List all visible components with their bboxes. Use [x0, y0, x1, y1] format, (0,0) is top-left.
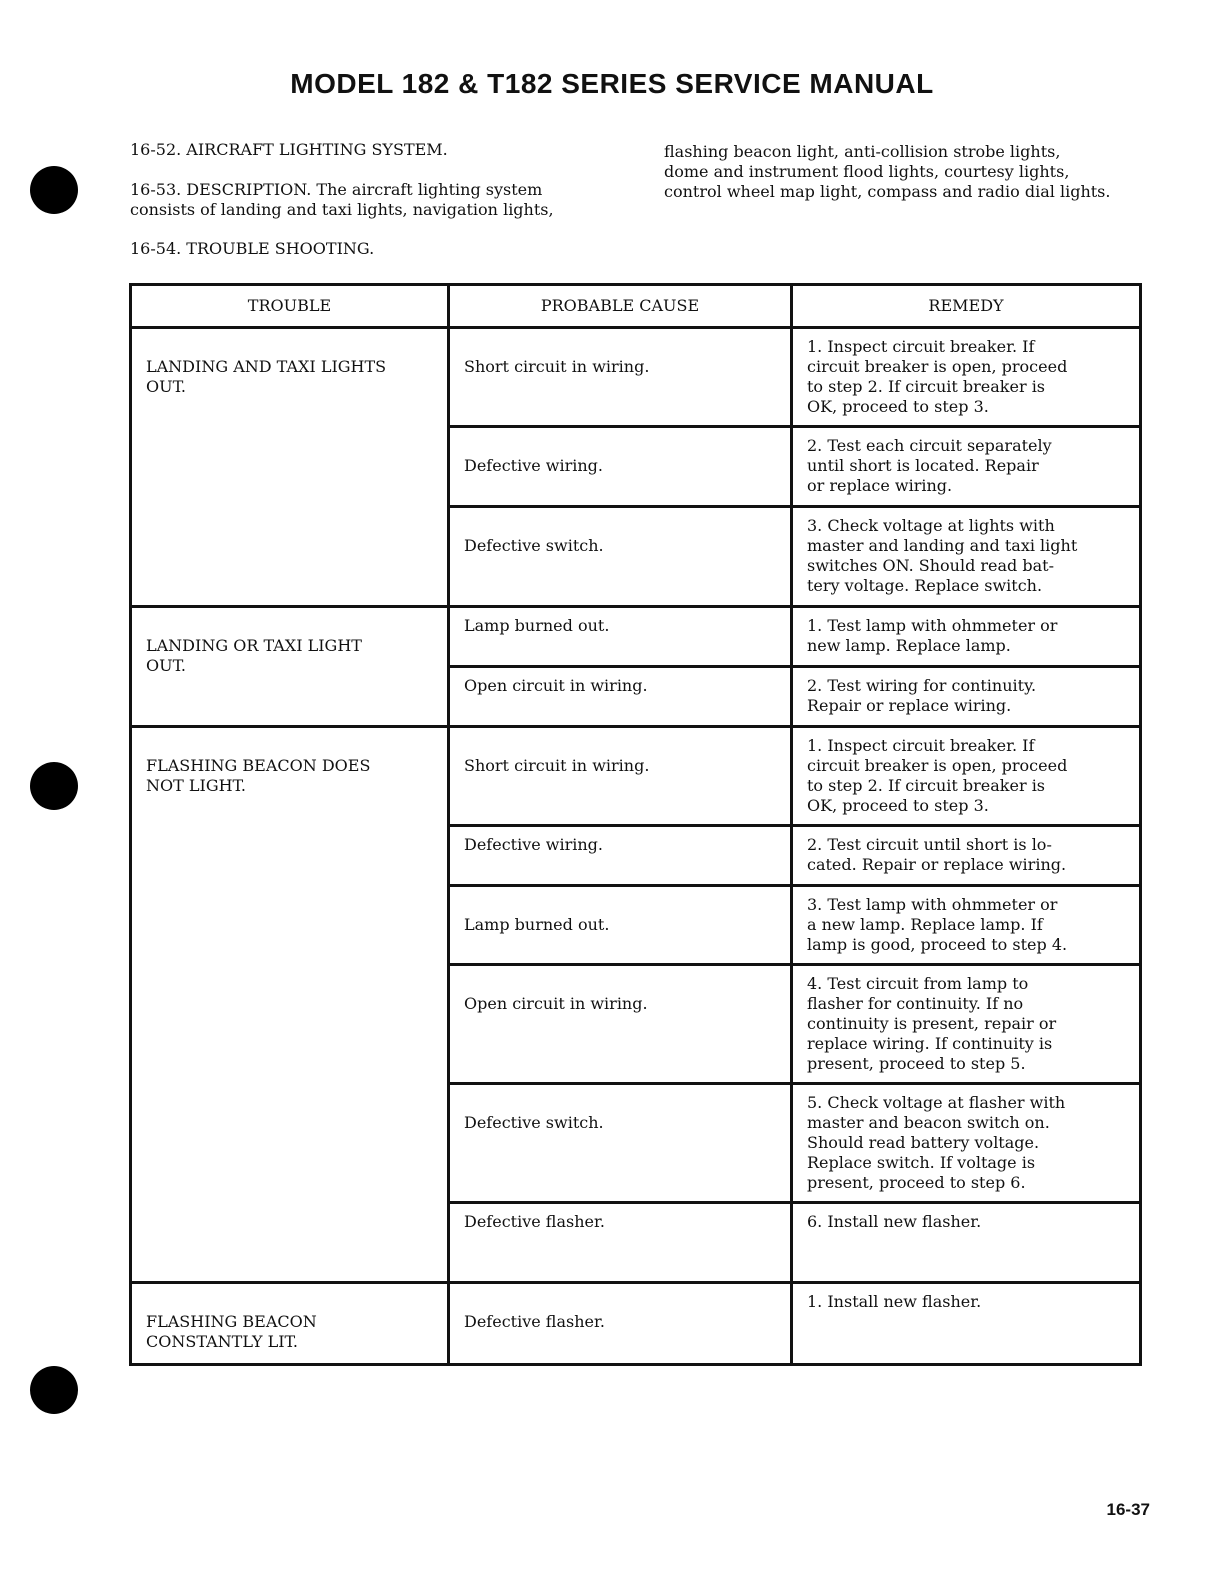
remedy-cell [792, 727, 1141, 826]
trouble-text: FLASHING BEACON DOES NOT LIGHT. [146, 756, 371, 795]
remedy-cell [792, 507, 1141, 607]
remedy-text: 2. Test each circuit separately until short is located. Repair or replace wiring. [807, 436, 1052, 495]
remedy-text: 6. Install new flasher. [807, 1212, 982, 1231]
remedy-cell [792, 1203, 1141, 1283]
probable-cause-text: Open circuit in wiring. [464, 994, 648, 1013]
probable-cause-text: Lamp burned out. [464, 616, 610, 635]
remedy-text: 1. Test lamp with ohmmeter or new lamp. Replace lamp. [807, 616, 1058, 655]
remedy-cell [792, 826, 1141, 886]
probable-cause-text: Lamp burned out. [464, 915, 610, 934]
table-header-row [131, 285, 1141, 328]
probable-cause-cell [449, 328, 792, 427]
section-16-52-heading: 16-52. AIRCRAFT LIGHTING SYSTEM. [130, 140, 448, 159]
probable-cause-text: Defective flasher. [464, 1312, 605, 1331]
trouble-cell [131, 607, 449, 727]
trouble-shooting-table [129, 283, 1142, 1366]
probable-cause-cell [449, 886, 792, 965]
section-16-54-heading: 16-54. TROUBLE SHOOTING. [130, 239, 375, 258]
remedy-text: 2. Test wiring for continuity. Repair or replace wiring. [807, 676, 1037, 715]
probable-cause-text: Defective wiring. [464, 835, 603, 854]
remedy-text: 4. Test circuit from lamp to flasher for continuity. If no continuity is present, repair or replace wiring. If continuity is present, proceed to step 5. [807, 974, 1057, 1073]
header-probable-cause: PROBABLE CAUSE [449, 285, 792, 328]
remedy-cell [792, 886, 1141, 965]
section-16-53-description: 16-53. DESCRIPTION. The aircraft lighting system consists of landing and taxi lights, navigation lights, [130, 180, 554, 219]
probable-cause-text: Short circuit in wiring. [464, 357, 650, 376]
probable-cause-text: Defective switch. [464, 1113, 604, 1132]
probable-cause-cell [449, 965, 792, 1084]
header-remedy: REMEDY [792, 285, 1141, 328]
probable-cause-cell [449, 826, 792, 886]
probable-cause-text: Short circuit in wiring. [464, 756, 650, 775]
probable-cause-text: Defective switch. [464, 536, 604, 555]
description-continued: flashing beacon light, anti-collision strobe lights, dome and instrument flood lights, courtesy lights, control wheel map light, compass and radio dial lights. [664, 142, 1111, 201]
remedy-cell [792, 1084, 1141, 1203]
probable-cause-cell [449, 1203, 792, 1283]
page-number: 16-37 [1106, 1500, 1150, 1519]
probable-cause-cell [449, 427, 792, 507]
remedy-text: 3. Test lamp with ohmmeter or a new lamp. Replace lamp. If lamp is good, proceed to step 4. [807, 895, 1068, 954]
table-row [131, 607, 1141, 667]
remedy-cell [792, 427, 1141, 507]
remedy-cell [792, 667, 1141, 727]
probable-cause-cell [449, 1084, 792, 1203]
probable-cause-cell [449, 507, 792, 607]
trouble-text: LANDING OR TAXI LIGHT OUT. [146, 636, 362, 675]
probable-cause-cell [449, 667, 792, 727]
remedy-text: 2. Test circuit until short is lo- cated. Repair or replace wiring. [807, 835, 1067, 874]
header-trouble: TROUBLE [131, 285, 449, 328]
remedy-text: 1. Inspect circuit breaker. If circuit breaker is open, proceed to step 2. If circuit breaker is OK, proceed to step 3. [807, 736, 1068, 815]
remedy-cell [792, 607, 1141, 667]
probable-cause-cell [449, 607, 792, 667]
page-title: MODEL 182 & T182 SERIES SERVICE MANUAL [290, 68, 934, 99]
probable-cause-text: Defective flasher. [464, 1212, 605, 1231]
table-body [131, 328, 1141, 1365]
probable-cause-cell [449, 727, 792, 826]
remedy-text: 3. Check voltage at lights with master and landing and taxi light switches ON. Should read bat- tery voltage. Replace switch. [807, 516, 1078, 595]
binder-hole [30, 762, 78, 810]
binder-hole [30, 1366, 78, 1414]
table-row [131, 1283, 1141, 1365]
remedy-text: 1. Inspect circuit breaker. If circuit breaker is open, proceed to step 2. If circuit breaker is OK, proceed to step 3. [807, 337, 1068, 416]
remedy-text: 5. Check voltage at flasher with master and beacon switch on. Should read battery voltage. Replace switch. If voltage is present, proceed to step 6. [807, 1093, 1066, 1192]
table-row [131, 328, 1141, 427]
probable-cause-cell [449, 1283, 792, 1365]
remedy-cell [792, 328, 1141, 427]
remedy-cell [792, 965, 1141, 1084]
binder-hole [30, 166, 78, 214]
trouble-cell [131, 328, 449, 607]
remedy-text: 1. Install new flasher. [807, 1292, 982, 1311]
table-row [131, 727, 1141, 826]
probable-cause-text: Defective wiring. [464, 456, 603, 475]
remedy-cell [792, 1283, 1141, 1365]
trouble-cell [131, 727, 449, 1283]
trouble-text: FLASHING BEACON CONSTANTLY LIT. [146, 1312, 317, 1351]
trouble-text: LANDING AND TAXI LIGHTS OUT. [146, 357, 387, 396]
trouble-cell [131, 1283, 449, 1365]
probable-cause-text: Open circuit in wiring. [464, 676, 648, 695]
